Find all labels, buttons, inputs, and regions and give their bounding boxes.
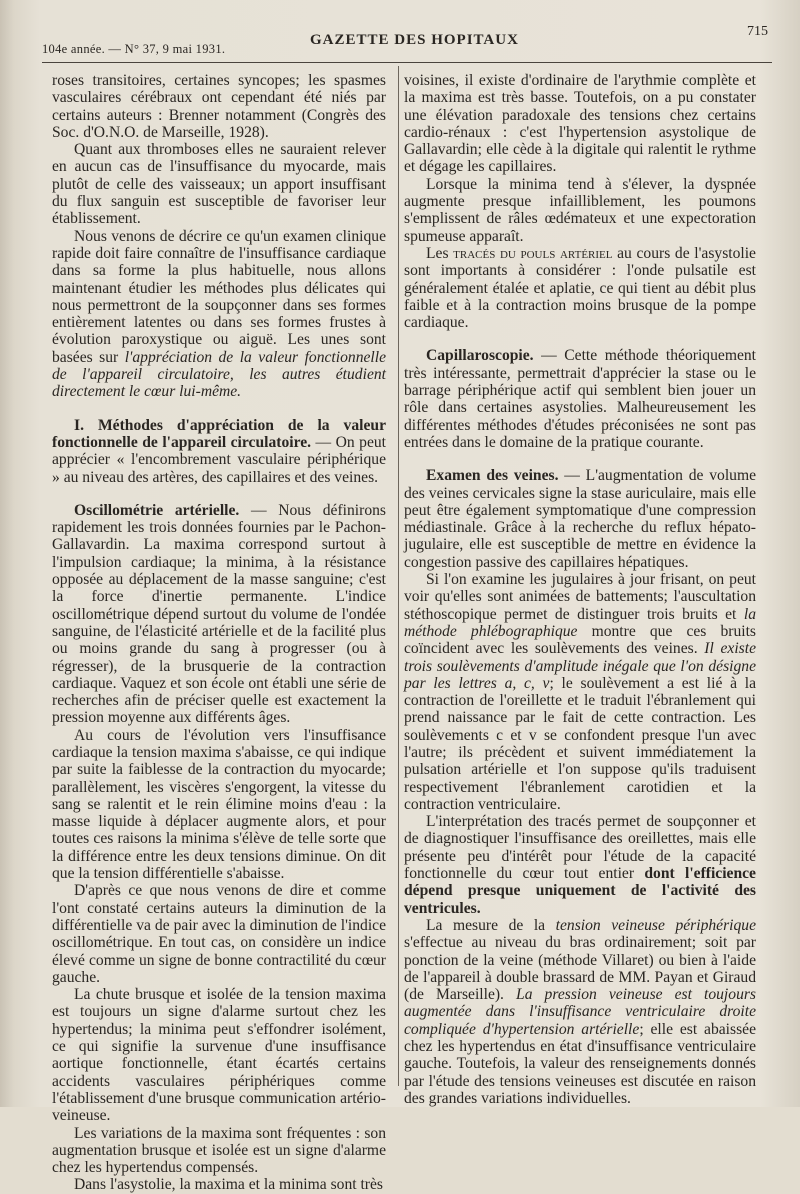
paragraph: voisines, il existe d'ordinaire de l'arythmie complète et la maxima est très basse. Toutefois, on a pu constater une élévation paradoxale des tensions chez certains cardio-rénaux : c'est l'hypertension asystolique de Gallavardin; elle cède à la digitale qui ralentit le rythme et dégage les capillaires. [404, 72, 756, 176]
section-heading: Examen des veines. [426, 467, 559, 485]
paragraph-text: Nous venons de décrire ce qu'un examen clinique rapide doit faire connaître de l'insuffisance cardiaque dans sa forme la plus habituelle, nous allons maintenant étudier les méthodes plus délicates qui nous permettront de la soupçonner dans ses formes entièrement latentes ou dans ses formes frustes à évolution paroxystique ou aiguë. Les unes sont basées sur [52, 227, 386, 366]
bold-text: dont l'efficience dépend presque uniquement de l'activité des ventricules. [404, 865, 756, 917]
column-divider [398, 66, 399, 1086]
paragraph: La chute brusque et isolée de la tension maxima est toujours un signe d'alarme surtout chez les hypertendus; la minima peut s'effondrer isolément, ce qui signifie la survenue d'une insuffisance aortique fonctionnelle, étant écartés certains accidents vasculaires périphériques comme l'établissement d'une brusque communication artério-veineuse. [52, 986, 386, 1125]
paragraph-text: au cours de l'asystolie sont importants à considérer : l'onde pulsatile est généralement étalée et aplatie, ce qui tient au débit plus faible et à la contraction moins brusque de la pompe cardiaque. [404, 244, 756, 332]
section-paragraph [52, 502, 386, 727]
paragraph [404, 813, 756, 917]
paragraph [404, 571, 756, 813]
right-column [404, 72, 756, 1107]
paragraph-text: L'interprétation des tracés permet de soupçonner et de diagnostiquer l'insuffisance des oreillettes, mais elle présente peu d'intérêt pour l'étude de la capacité fonctionnelle du cœur tout entier [404, 813, 756, 883]
page-number: 715 [747, 24, 768, 39]
paragraph: Dans l'asystolie, la maxima et la minima sont très [74, 1176, 383, 1194]
paragraph [404, 917, 756, 1107]
section-text: — Nous définirons rapidement les trois données fournies par le Pachon-Gallavardin. La maxima correspond surtout à l'impulsion cardiaque; la minima, à la résistance opposée au déplacement de la masse sanguine; c'est la force d'inertie permanente. L'indice oscillométrique dépend surtout du volume de l'ondée sanguine, de l'élasticité artérielle et de la facilité plus ou moins grande du sang à progresser (ou à régresser), de la brusquerie de la contraction cardiaque. Vaquez et son école ont établi une série de recherches afin de préciser quelle est exactement la pression moyenne aux différents âges. [52, 501, 386, 727]
section-paragraph [404, 467, 756, 571]
section-text: — On peut apprécier « l'encombrement vasculaire périphérique » au niveau des artères, des capillaires et des veines. [52, 433, 386, 486]
paragraph: Lorsque la minima tend à s'élever, la dyspnée augmente presque infailliblement, les poumons s'emplissent de râles œdémateux et une expectoration spumeuse apparaît. [404, 175, 756, 245]
paragraph-text: La mesure de la [426, 916, 556, 934]
section-paragraph [52, 417, 386, 486]
paragraph: Les variations de la maxima sont fréquentes : son augmentation brusque et isolée est un signe d'alarme chez les hypertendus compensés. [52, 1124, 386, 1177]
section-heading: I. Méthodes d'appréciation de la valeur fonctionnelle de l'appareil circulatoire. [52, 416, 386, 451]
section-heading: Oscillométrie artérielle. [74, 501, 240, 519]
emphasis-text: tension veineuse périphérique [555, 916, 757, 934]
section-text: — L'augmentation de volume des veines cervicales signe la stase auriculaire, mais elle peut être également symptomatique d'une compression médiastinale. Grâce à la recherche du reflux hépato-jugulaire, elle est susceptible de mettre en évidence la congestion passive des capillaires hépatiques. [404, 467, 756, 571]
left-column [52, 72, 386, 1194]
emphasis-text: La pression veineuse est toujours augmentée dans l'insuffisance ventriculaire droite compliquée d'hypertension artérielle [404, 986, 756, 1038]
paragraph-text: montre que ces bruits coïncident avec les soulèvements des veines. [404, 622, 756, 658]
page-header [42, 22, 772, 62]
section-paragraph [404, 347, 756, 451]
paragraph: Quant aux thromboses elles ne sauraient relever en aucun cas de l'insuffisance du myocarde, mais plutôt de celle des vaisseaux; un apport insuffisant du flux sanguin est susceptible de favoriser leur établissement. [52, 141, 386, 228]
paragraph-text: ; elle est abaissée chez les hypertendus en état d'insuffisance ventriculaire gauche. Toutefois, la valeur des renseignements donnés par l'étude des tensions veineuses est discutée en raison des grandes variations individuelles. [404, 1020, 756, 1107]
header-rule [42, 62, 772, 63]
smallcaps-text: tracés du pouls artériel [453, 244, 613, 262]
section-text: — Cette méthode théoriquement très intéressante, permettrait d'apprécier la stase ou le barrage périphérique actif qui semblent bien jouer un rôle dans certaines asystolies. Malheureusement les différentes méthodes d'études préconisées ne sont pas entrées dans le domaine de la pratique courante. [404, 347, 756, 451]
paragraph [404, 245, 756, 331]
issue-line: 104e année. — N° 37, 9 mai 1931. [42, 42, 226, 56]
section-heading: Capillaroscopie. [426, 347, 534, 365]
paragraph-text: Si l'on examine les jugulaires à jour frisant, on peut voir qu'elles sont animées de battements; l'auscultation stéthoscopique permet de distinguer trois bruits et [404, 571, 756, 623]
emphasis-text: l'appréciation de la valeur fonctionnelle de l'appareil circulatoire, les autres étudient directement le cœur lui-même. [52, 348, 386, 401]
paragraph-text: ; le soulèvement a est lié à la contraction de l'oreillette et le traduit l'ébranlement qui prend naissance par le fait de cette contraction. Les soulèvements c et v se confondent presque l'un avec l'autre; ils précèdent et suivent immédiatement la pulsation artérielle et l'on suppose qu'ils traduisent respectivement l'ébranlement carotidien et la contraction ventriculaire. [404, 674, 757, 813]
emphasis-text: la méthode phlébographique [404, 605, 756, 640]
paragraph-text: s'effectue au niveau du bras ordinairement; soit par ponction de la veine (méthode Villaret) ou bien à l'aide de l'appareil à double brassard de MM. Payan et Giraud (de Marseille). [404, 934, 756, 1004]
paragraph: Au cours de l'évolution vers l'insuffisance cardiaque la tension maxima s'abaisse, ce qui indique par suite la faiblesse de la contraction du myocarde; parallèlement, les viscères s'engorgent, la vitesse du sang se ralentit et le rein élimine moins d'eau : la masse liquide à déplacer augmente alors, et pour toutes ces raisons la minima s'élève de telle sorte que la différence entre les deux tensions diminue. On dit que la tension différentielle s'abaisse. [52, 726, 386, 883]
emphasis-text: Il existe trois soulèvements d'amplitude inégale que l'on désigne par les lettres a, c, v [404, 640, 756, 692]
paragraph: roses transitoires, certaines syncopes; les spasmes vasculaires cérébraux ont cependant été niés par certains auteurs : Brenner notamment (Congrès des Soc. d'O.N.O. de Marseille, 1928). [52, 72, 386, 141]
journal-title: GAZETTE DES HOPITAUX [310, 32, 519, 48]
paragraph: D'après ce que nous venons de dire et comme l'ont constaté certains auteurs la diminution de la différentielle va de pair avec la diminution de l'indice oscillométrique. En tout cas, on considère un indice élevé comme un signe de bonne contractilité du cœur gauche. [52, 882, 386, 986]
paragraph [52, 228, 386, 401]
paragraph-text: Les [426, 244, 454, 262]
